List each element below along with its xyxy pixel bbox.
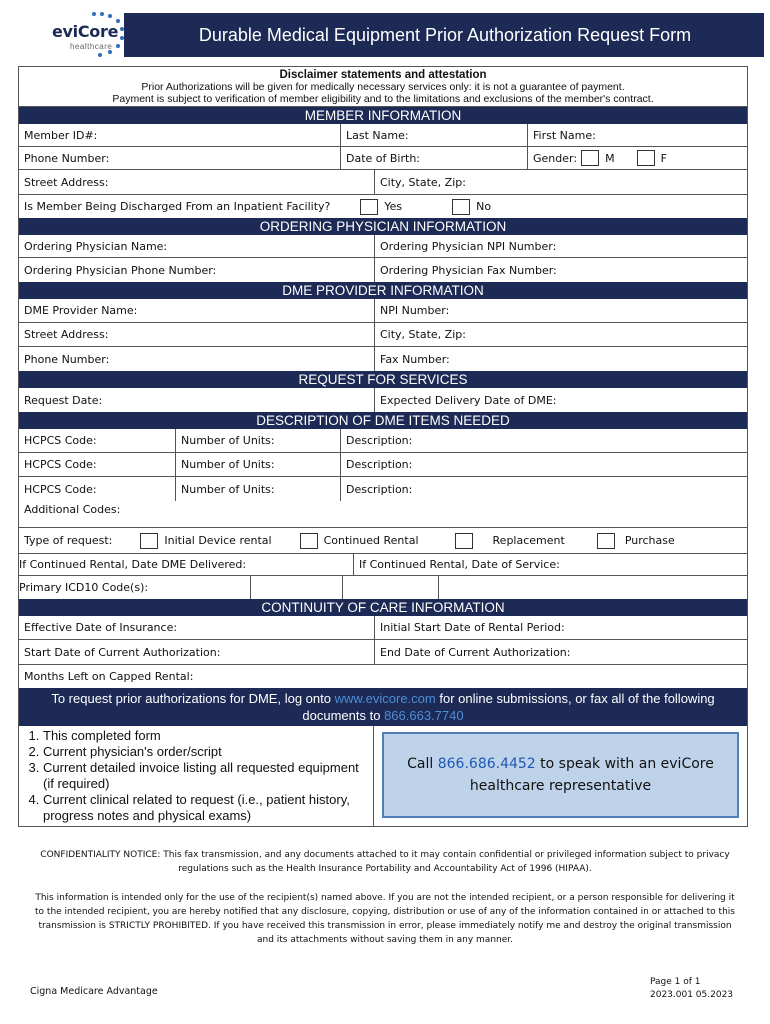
ordering-row-2 (19, 258, 747, 282)
last-name-field[interactable]: Last Name: (341, 124, 528, 146)
provider-city-field[interactable]: City, State, Zip: (380, 328, 466, 341)
initial-rental-checkbox[interactable] (140, 533, 158, 549)
item-row (19, 429, 747, 453)
provider-band: DME PROVIDER INFORMATION (19, 282, 747, 299)
member-row-2 (19, 147, 747, 170)
initial-start-field[interactable]: Initial Start Date of Rental Period: (380, 621, 565, 634)
member-id-field[interactable]: Member ID#: (19, 124, 341, 146)
replacement-checkbox[interactable] (455, 533, 473, 549)
confidentiality-notice: CONFIDENTIALITY NOTICE: This fax transmission, and any documents attached to it may contain confidential or privileged information subject to privacy regulations such as the Health Insurance Portability and Accountability Act of 1996 (HIPAA). (40, 850, 730, 874)
ordering-row-1 (19, 235, 747, 258)
recipient-notice: This information is intended only for the use of the recipient(s) named above. If you are not the intended recipient, or a person responsible for delivering it to the intended recipient, you are hereby notified that any disclosure, copying, distribution or use of any of the information contained in or attached to this transmission is STRICTLY PROHIBITED. If you have received this transmission in error, please immediately notify me and destroy the original transmission and its attachments without saving them in any manner. (35, 893, 735, 945)
logo-wordmark: eviCore (52, 22, 119, 41)
member-row-4 (19, 195, 747, 218)
discharge-yes-label: Yes (384, 200, 403, 213)
instructions-text: To request prior authorizations for DME, log onto (51, 691, 331, 706)
request-date-field[interactable]: Request Date: (19, 388, 375, 412)
purchase-label: Purchase (624, 534, 675, 547)
ordering-fax-field[interactable]: Ordering Physician Fax Number: (380, 263, 557, 277)
discharge-label: Is Member Being Discharged From an Inpatient Facility? (24, 200, 331, 213)
provider-row-3 (19, 347, 747, 371)
provider-name-field[interactable]: DME Provider Name: (19, 299, 375, 322)
ordering-band: ORDERING PHYSICIAN INFORMATION (19, 218, 747, 235)
member-band: MEMBER INFORMATION (19, 107, 747, 124)
form-version: 2023.001 05.2023 (650, 990, 734, 1000)
call-text: Call (407, 756, 434, 772)
call-text: to speak with an eviCore healthcare representative (469, 756, 714, 794)
icd10-row (19, 576, 747, 599)
units-field[interactable]: Number of Units: (176, 429, 341, 452)
disclaimer-heading: Disclaimer statements and attestation (279, 69, 487, 81)
icd10-code-slot[interactable] (343, 576, 439, 599)
documents-section (19, 726, 747, 826)
request-type-row (19, 528, 747, 554)
plan-name: Cigna Medicare Advantage (30, 986, 158, 997)
additional-codes-field[interactable]: Additional Codes: (24, 503, 121, 516)
dob-field[interactable]: Date of Birth: (341, 147, 528, 169)
street-field[interactable]: Street Address: (19, 170, 375, 194)
gender-f-label: F (660, 151, 667, 165)
continuity-band: CONTINUITY OF CARE INFORMATION (19, 599, 747, 616)
disclaimer (19, 67, 747, 107)
gender-f-checkbox[interactable] (637, 150, 655, 166)
fax-number-link[interactable]: 866.663.7740 (384, 708, 464, 723)
items-band: DESCRIPTION OF DME ITEMS NEEDED (19, 412, 747, 429)
provider-fax-field[interactable]: Fax Number: (380, 352, 450, 366)
evicore-link[interactable]: www.evicore.com (334, 691, 436, 706)
request-row (19, 388, 747, 412)
member-row-3 (19, 170, 747, 195)
discharge-no-checkbox[interactable] (452, 199, 470, 215)
request-type (19, 528, 747, 553)
discharge-question (19, 195, 747, 218)
list-item: 1. This completed form (43, 728, 369, 744)
description-field[interactable]: Description: (346, 434, 413, 447)
units-field[interactable]: Number of Units: (176, 453, 341, 476)
start-current-field[interactable]: Start Date of Current Authorization: (19, 640, 375, 664)
gender-m-checkbox[interactable] (581, 150, 599, 166)
logo-dot (108, 14, 112, 18)
request-band: REQUEST FOR SERVICES (19, 371, 747, 388)
provider-row-1 (19, 299, 747, 323)
continuity-row-1 (19, 616, 747, 640)
logo-dot (116, 44, 120, 48)
logo-dot (98, 53, 102, 57)
months-left-field[interactable]: Months Left on Capped Rental: (24, 670, 194, 683)
continued-rental-label: Continued Rental (323, 534, 419, 547)
discharge-yes-checkbox[interactable] (360, 199, 378, 215)
provider-street-field[interactable]: Street Address: (19, 323, 375, 346)
first-name-field[interactable]: First Name: (533, 128, 596, 142)
phone-field[interactable]: Phone Number: (19, 147, 341, 169)
ordering-npi-field[interactable]: Ordering Physician NPI Number: (380, 239, 557, 253)
member-row-1 (19, 124, 747, 147)
provider-phone-field[interactable]: Phone Number: (19, 347, 375, 371)
description-field[interactable]: Description: (346, 482, 413, 496)
disclaimer-line: Prior Authorizations will be given for medically necessary services only: it is not a guarantee of payment. (141, 81, 625, 93)
effective-date-field[interactable]: Effective Date of Insurance: (19, 616, 375, 639)
hcpcs-field[interactable]: HCPCS Code: (19, 453, 176, 476)
units-field[interactable]: Number of Units: (176, 477, 341, 501)
continued-dates-row (19, 554, 747, 576)
logo-subtitle: healthcare (70, 42, 113, 51)
continued-rental-checkbox[interactable] (300, 533, 318, 549)
disclaimer-line: Payment is subject to verification of member eligibility and to the limitations and exclusions of the member's contract. (112, 93, 654, 105)
call-callout (382, 732, 739, 818)
initial-rental-label: Initial Device rental (164, 534, 272, 547)
cont-delivered-field[interactable]: If Continued Rental, Date DME Delivered: (19, 554, 354, 575)
discharge-no-label: No (476, 200, 492, 213)
instructions-banner (19, 688, 747, 726)
gender-m-label: M (605, 151, 615, 165)
continuity-row-2 (19, 640, 747, 665)
provider-row-2 (19, 323, 747, 347)
form-title: Durable Medical Equipment Prior Authorization Request Form (124, 13, 764, 57)
end-current-field[interactable]: End Date of Current Authorization: (380, 645, 571, 659)
purchase-checkbox[interactable] (597, 533, 615, 549)
provider-npi-field[interactable]: NPI Number: (380, 304, 450, 317)
logo-dot (92, 12, 96, 16)
ordering-name-field[interactable]: Ordering Physician Name: (19, 235, 375, 257)
list-item: 3. Current detailed invoice listing all requested equipment (if required) (43, 760, 369, 792)
call-callout-wrap (374, 726, 747, 826)
ordering-phone-field[interactable]: Ordering Physician Phone Number: (19, 258, 375, 282)
gender-field (528, 147, 747, 169)
documents-list (19, 726, 374, 826)
replacement-label: Replacement (492, 534, 565, 547)
icd10-field[interactable]: Primary ICD10 Code(s): (19, 576, 251, 599)
instructions-text: for online submissions, or fax all of the following documents to (302, 691, 715, 723)
hcpcs-field[interactable]: HCPCS Code: (19, 477, 176, 501)
additional-codes-row (19, 501, 747, 528)
delivery-date-field[interactable]: Expected Delivery Date of DME: (380, 393, 557, 407)
cont-service-field[interactable]: If Continued Rental, Date of Service: (359, 558, 560, 571)
page-info (650, 976, 733, 1002)
city-field[interactable]: City, State, Zip: (380, 175, 466, 189)
icd10-code-slot[interactable] (251, 576, 343, 599)
call-phone-number[interactable]: 866.686.4452 (437, 756, 536, 772)
continuity-row-3 (19, 665, 747, 688)
request-type-label: Type of request: (24, 534, 113, 547)
list-item: 2. Current physician's order/script (43, 744, 369, 760)
item-row (19, 477, 747, 501)
item-row (19, 453, 747, 477)
gender-label: Gender: (533, 151, 578, 165)
description-field[interactable]: Description: (346, 458, 413, 471)
hcpcs-field[interactable]: HCPCS Code: (19, 429, 176, 452)
icd10-code-slot[interactable] (439, 576, 747, 599)
logo-dot (100, 12, 104, 16)
page-number: Page 1 of 1 (650, 977, 701, 987)
list-item: 4. Current clinical related to request (i.e., patient history, progress notes and physical exams) (43, 792, 369, 824)
request-form (18, 66, 748, 827)
